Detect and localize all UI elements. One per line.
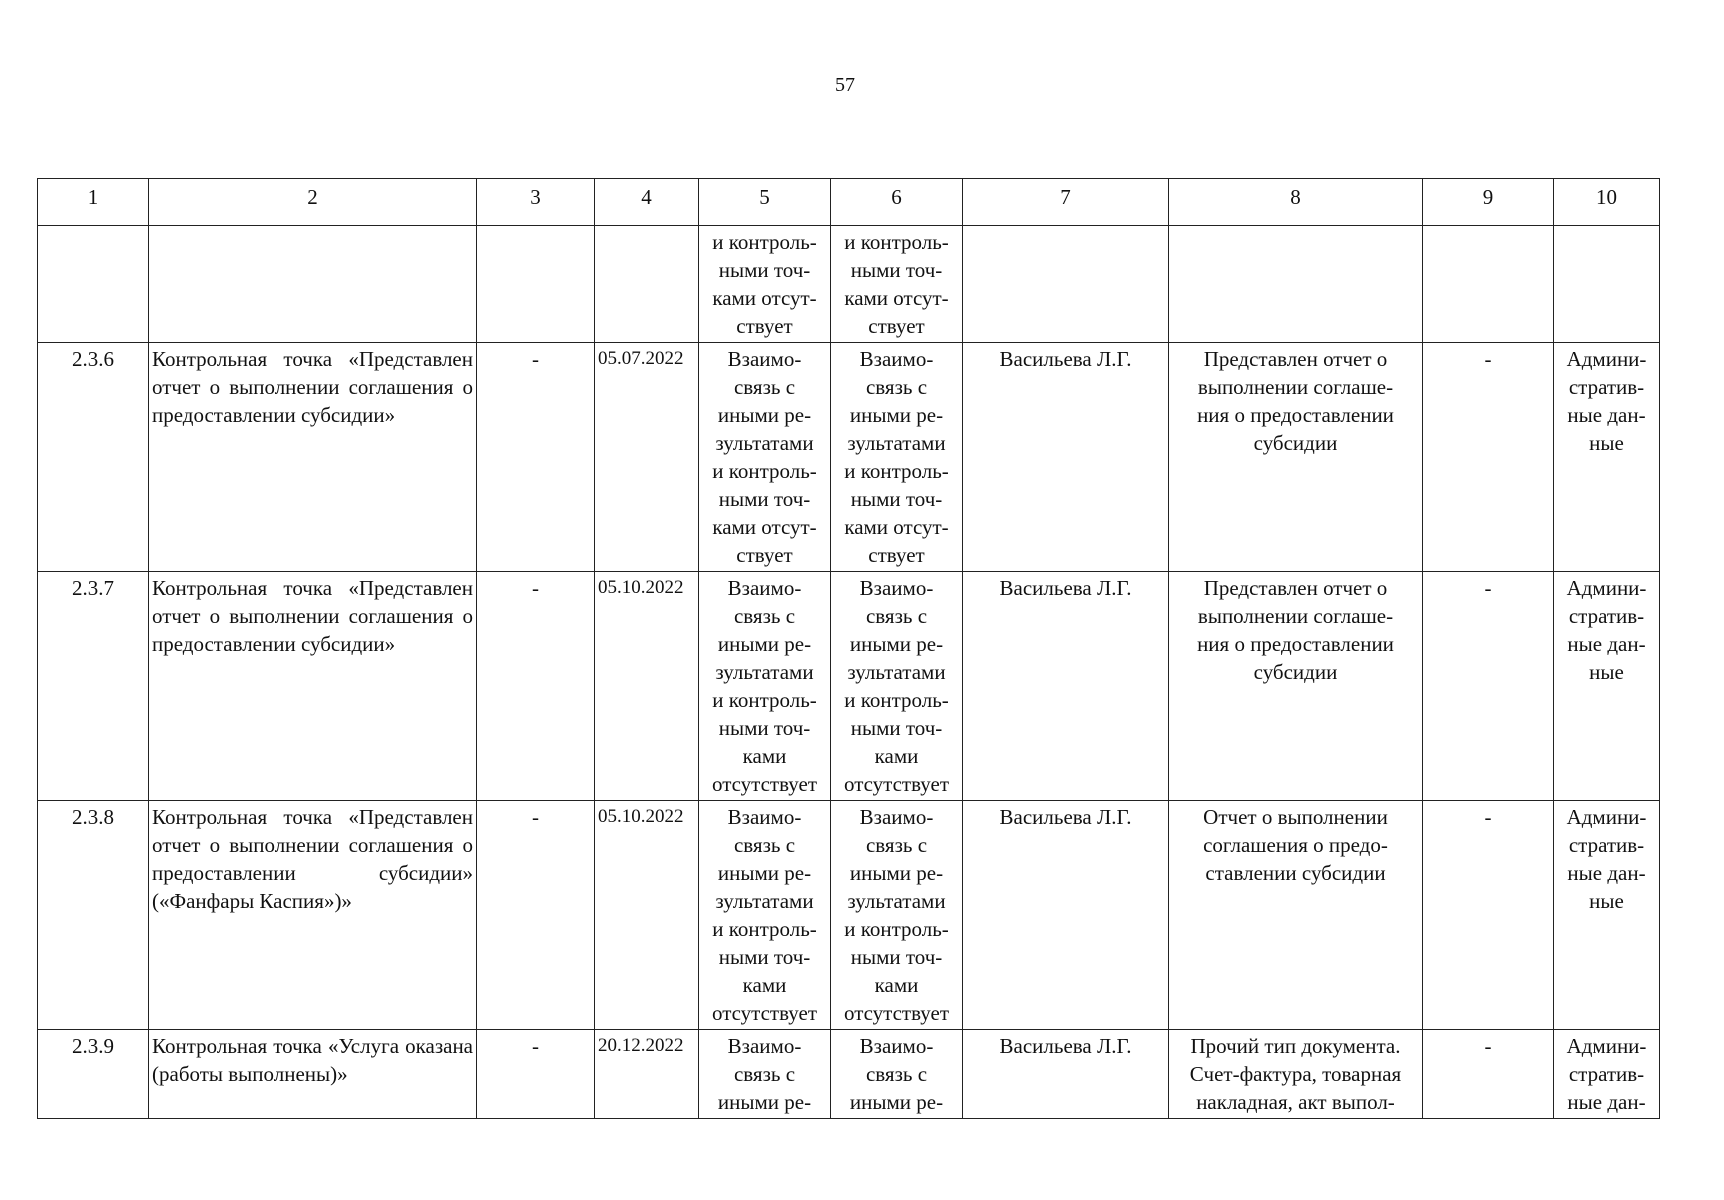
control-points-table	[37, 178, 1660, 1119]
table-row-continuation	[38, 226, 1660, 343]
column-header: 4	[595, 179, 699, 226]
cell-col5: Взаимо- связь с иными ре-	[699, 1030, 831, 1119]
table-row	[38, 801, 1660, 1030]
cell-num: 2.3.9	[38, 1030, 149, 1119]
plan-table-sheet	[37, 178, 1659, 1114]
cell-col5: и контроль- ными точ- ками отсут- ствует	[699, 226, 831, 343]
cell-responsible	[963, 226, 1169, 343]
cell-name	[149, 226, 477, 343]
cell-num	[38, 226, 149, 343]
cell-name: Контрольная точка «Представлен отчет о выполнении соглашения о предоставлении субсидии» («Фанфары Каспия»)»	[149, 801, 477, 1030]
cell-responsible: Васильева Л.Г.	[963, 572, 1169, 801]
cell-date	[595, 226, 699, 343]
cell-source: Админи- стратив- ные дан- ные	[1554, 343, 1660, 572]
cell-col6: Взаимо- связь с иными ре-	[831, 1030, 963, 1119]
cell-date: 05.07.2022	[595, 343, 699, 572]
column-header: 1	[38, 179, 149, 226]
table-row	[38, 1030, 1660, 1119]
cell-col9	[1423, 226, 1554, 343]
column-header: 9	[1423, 179, 1554, 226]
cell-col9: -	[1423, 572, 1554, 801]
cell-col9: -	[1423, 801, 1554, 1030]
cell-col6: Взаимо- связь с иными ре- зультатами и контроль- ными точ- ками отсутствует	[831, 801, 963, 1030]
cell-col3: -	[477, 1030, 595, 1119]
cell-col5: Взаимо- связь с иными ре- зультатами и контроль- ными точ- ками отсутствует	[699, 801, 831, 1030]
page-number: 57	[835, 74, 855, 96]
cell-result	[1169, 226, 1423, 343]
column-header: 2	[149, 179, 477, 226]
cell-col6: Взаимо- связь с иными ре- зультатами и контроль- ными точ- ками отсут- ствует	[831, 343, 963, 572]
column-header: 3	[477, 179, 595, 226]
table-row	[38, 343, 1660, 572]
column-header: 5	[699, 179, 831, 226]
cell-responsible: Васильева Л.Г.	[963, 343, 1169, 572]
cell-col9: -	[1423, 343, 1554, 572]
cell-col6: и контроль- ными точ- ками отсут- ствует	[831, 226, 963, 343]
cell-source: Админи- стратив- ные дан-	[1554, 1030, 1660, 1119]
cell-col5: Взаимо- связь с иными ре- зультатами и контроль- ными точ- ками отсут- ствует	[699, 343, 831, 572]
cell-name: Контрольная точка «Представлен отчет о выполнении соглашения о предоставлении субсидии»	[149, 572, 477, 801]
cell-source: Админи- стратив- ные дан- ные	[1554, 801, 1660, 1030]
cell-col5: Взаимо- связь с иными ре- зультатами и контроль- ными точ- ками отсутствует	[699, 572, 831, 801]
cell-source	[1554, 226, 1660, 343]
column-header: 7	[963, 179, 1169, 226]
cell-num: 2.3.7	[38, 572, 149, 801]
cell-col3	[477, 226, 595, 343]
cell-responsible: Васильева Л.Г.	[963, 1030, 1169, 1119]
cell-result: Отчет о выполнении соглашения о предо- ставлении субсидии	[1169, 801, 1423, 1030]
cell-result: Представлен отчет о выполнении соглаше- ния о предоставлении субсидии	[1169, 343, 1423, 572]
cell-col3: -	[477, 572, 595, 801]
column-header: 8	[1169, 179, 1423, 226]
cell-col3: -	[477, 801, 595, 1030]
column-header: 6	[831, 179, 963, 226]
cell-date: 05.10.2022	[595, 572, 699, 801]
cell-result: Прочий тип документа. Счет-фактура, товарная накладная, акт выпол-	[1169, 1030, 1423, 1119]
column-header: 10	[1554, 179, 1660, 226]
cell-date: 20.12.2022	[595, 1030, 699, 1119]
table-row	[38, 572, 1660, 801]
cell-col9: -	[1423, 1030, 1554, 1119]
cell-num: 2.3.6	[38, 343, 149, 572]
cell-source: Админи- стратив- ные дан- ные	[1554, 572, 1660, 801]
cell-col6: Взаимо- связь с иными ре- зультатами и контроль- ными точ- ками отсутствует	[831, 572, 963, 801]
table-header-row	[38, 179, 1660, 226]
cell-num: 2.3.8	[38, 801, 149, 1030]
cell-col3: -	[477, 343, 595, 572]
cell-responsible: Васильева Л.Г.	[963, 801, 1169, 1030]
cell-date: 05.10.2022	[595, 801, 699, 1030]
cell-name: Контрольная точка «Услуга оказана (работы выполнены)»	[149, 1030, 477, 1119]
cell-name: Контрольная точка «Представлен отчет о выполнении соглашения о предоставлении субсидии»	[149, 343, 477, 572]
cell-result: Представлен отчет о выполнении соглаше- ния о предоставлении субсидии	[1169, 572, 1423, 801]
